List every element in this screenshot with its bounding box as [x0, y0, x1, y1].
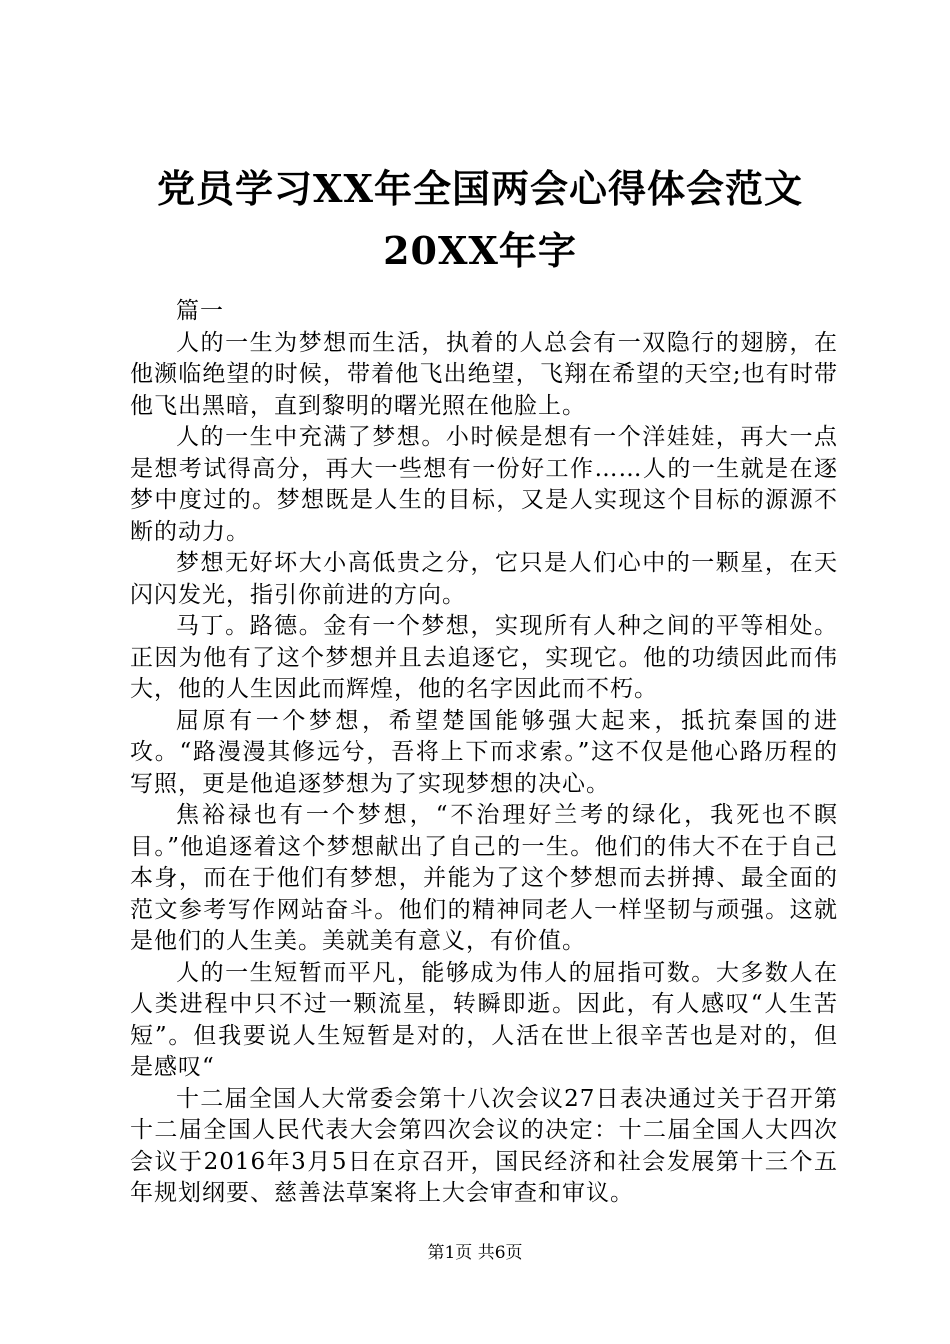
document-title: 党员学习XX年全国两会心得体会范文20XX年字 — [157, 166, 803, 273]
body-paragraph: 屈原有一个梦想，希望楚国能够强大起来，抵抗秦国的进攻。“路漫漫其修远兮，吾将上下而求索。”这不仅是他心路历程的写照，更是他追逐梦想为了实现梦想的决心。 — [130, 707, 838, 797]
body-paragraph: 人的一生中充满了梦想。小时候是想有一个洋娃娃，再大一点是想考试得高分，再大一些想有一份好工作……人的一生就是在逐梦中度过的。梦想既是人生的目标，又是人实现这个目标的源源不断的动力。 — [130, 424, 838, 545]
body-paragraph: 人的一生短暂而平凡，能够成为伟人的屈指可数。大多数人在人类进程中只不过一颗流星，转瞬即逝。因此，有人感叹“人生苦短”。但我要说人生短暂是对的，人活在世上很辛苦也是对的，但是感叹“ — [130, 959, 838, 1080]
body-paragraph: 焦裕禄也有一个梦想，“不治理好兰考的绿化，我死也不瞑目。”他追逐着这个梦想献出了自己的一生。他们的伟大不在于自己本身，而在于他们有梦想，并能为了这个梦想而去拼搏、最全面的范文参考写作网站奋斗。他们的精神同老人一样坚韧与顽强。这就是他们的人生美。美就美有意义，有价值。 — [130, 802, 838, 954]
body-paragraph: 十二届全国人大常委会第十八次会议27日表决通过关于召开第十二届全国人民代表大会第四次会议的决定：十二届全国人大四次会议于2016年3月5日在京召开，国民经济和社会发展第十三个五年规划纲要、慈善法草案将上大会审查和审议。 — [130, 1085, 838, 1206]
body-paragraph: 马丁。路德。金有一个梦想，实现所有人种之间的平等相处。正因为他有了这个梦想并且去追逐它，实现它。他的功绩因此而伟大，他的人生因此而辉煌，他的名字因此而不朽。 — [130, 613, 838, 702]
body-paragraph: 梦想无好坏大小高低贵之分，它只是人们心中的一颗星，在天闪闪发光，指引你前进的方向。 — [130, 550, 838, 608]
page-number-footer: 第1页 共6页 — [427, 1243, 523, 1263]
body-paragraph: 人的一生为梦想而生活，执着的人总会有一双隐行的翅膀，在他濒临绝望的时候，带着他飞出绝望，飞翔在希望的天空;也有时带他飞出黑暗，直到黎明的曙光照在他脸上。 — [130, 329, 838, 419]
section-heading: 篇一 — [176, 298, 224, 324]
document-body — [130, 296, 838, 1210]
